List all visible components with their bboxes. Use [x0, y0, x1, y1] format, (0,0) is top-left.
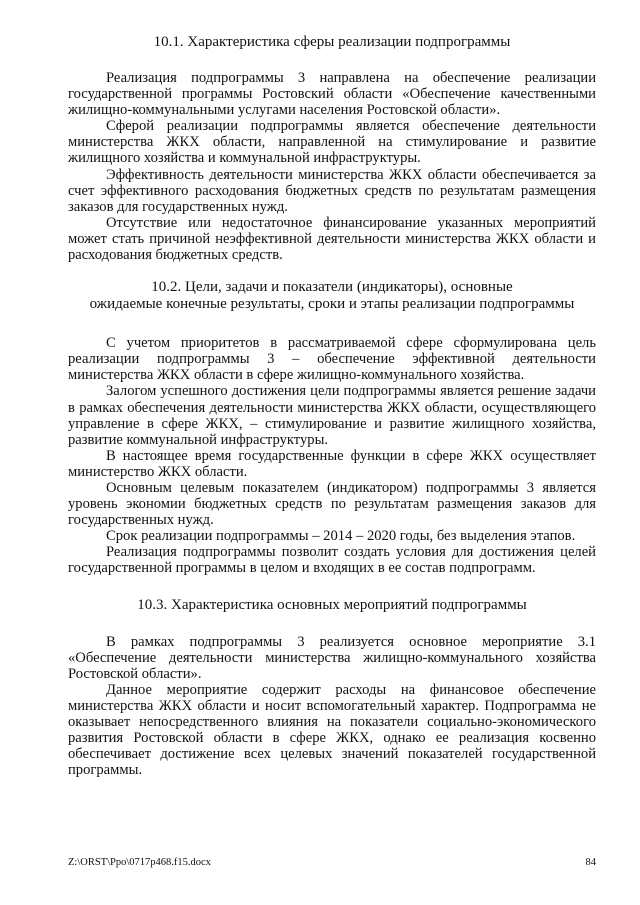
paragraph: Реализация подпрограммы позволит создать условия для достижения целей государственной программы в целом и входящих в ее состав подпрограмм.: [68, 544, 596, 577]
paragraph: Основным целевым показателем (индикатором) подпрограммы 3 является уровень экономии бюджетных средств по результатам размещения заказов для государственных нужд.: [68, 479, 596, 529]
paragraph: Сферой реализации подпрограммы является обеспечение деятельности министерства ЖКХ области, направленной на стимулирование и развитие жилищного хозяйства и коммунальной инфраструктуры.: [68, 118, 596, 167]
paragraph: В рамках подпрограммы 3 реализуется основное мероприятие 3.1 «Обеспечение деятельности министерства жилищно-коммунального хозяйства Ростовской области».: [68, 633, 596, 682]
section-heading-line: ожидаемые конечные результаты, сроки и этапы реализации подпрограммы: [89, 296, 575, 313]
paragraph: Срок реализации подпрограммы – 2014 – 2020 годы, без выделения этапов.: [106, 528, 576, 545]
page-footer: [68, 857, 596, 868]
paragraph: С учетом приоритетов в рассматриваемой сфере сформулирована цель реализации подпрограммы 3 – обеспечение эффективной деятельности министерства ЖКХ области в сфере жилищно-коммунального хозяйства.: [68, 335, 596, 384]
section-heading-10-1: 10.1. Характеристика сферы реализации подпрограммы: [153, 34, 511, 50]
paragraph: Залогом успешного достижения цели подпрограммы является решение задачи в рамках обеспечения деятельности министерства ЖКХ области, осуществляющего управление в сфере ЖКХ, – стимулирование и развитие жилищного хозяйства, развитие коммунальной инфраструктуры.: [68, 383, 596, 448]
section-heading-10-3: 10.3. Характеристика основных мероприятий подпрограммы: [137, 596, 527, 613]
paragraph: Реализация подпрограммы 3 направлена на обеспечение реализации государственной программы Ростовский области «Обеспечение качественными жилищно-коммунальными услугами населения Ростовской области».: [68, 70, 596, 119]
section-heading-line: 10.2. Цели, задачи и показатели (индикаторы), основные: [151, 279, 513, 296]
paragraph: В настоящее время государственные функции в сфере ЖКХ осуществляет министерство ЖКХ области.: [68, 447, 596, 480]
paragraph: Отсутствие или недостаточное финансирование указанных мероприятий может стать причиной неэффективной деятельности министерства ЖКХ области и расходования бюджетных средств.: [68, 214, 596, 264]
document-page: [68, 34, 596, 778]
page-number: 84: [585, 857, 596, 868]
paragraph: Эффективность деятельности министерства ЖКХ области обеспечивается за счет эффективного расходования бюджетных средств по результатам размещения заказов для государственных нужд.: [68, 166, 596, 215]
paragraph: Данное мероприятие содержит расходы на финансовое обеспечение министерства ЖКХ области и носит вспомогательный характер. Подпрограмма не оказывает непосредственного влияния на показатели социально-экономического развития Ростовской области в сфере ЖКХ, однако ее реализация косвенно обеспечивает достижение всех целевых значений показателей государственной программы.: [68, 681, 596, 779]
section-heading-10-2: [68, 279, 596, 313]
file-path: Z:\ORST\Ppo\0717p468.f15.docx: [68, 857, 211, 868]
